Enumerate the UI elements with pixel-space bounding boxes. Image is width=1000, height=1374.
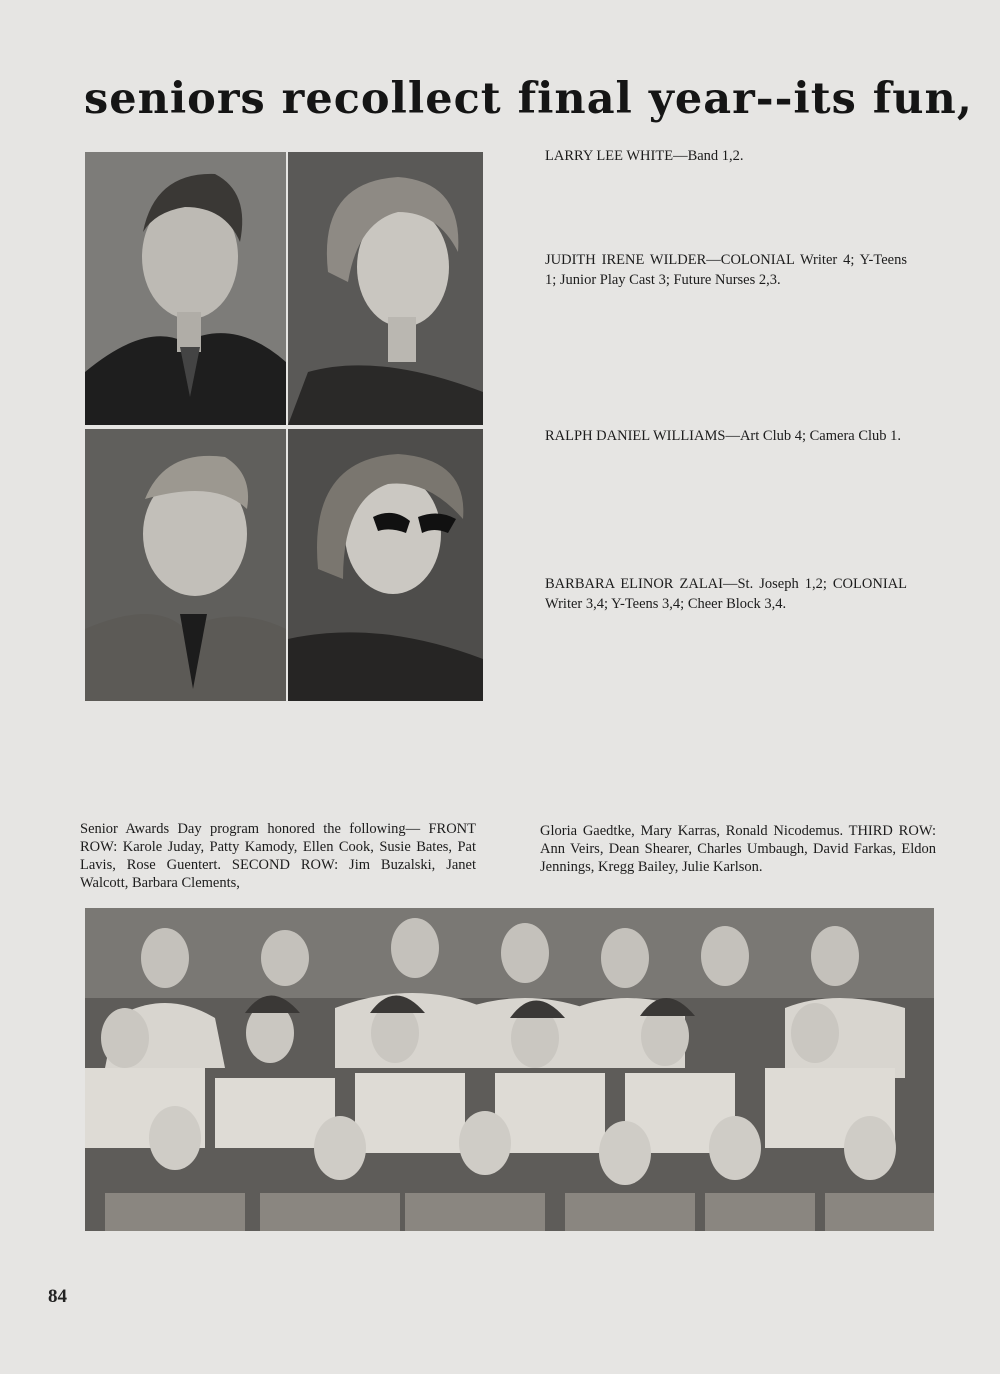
senior-name: RALPH DANIEL WILLIAMS	[545, 428, 726, 444]
senior-activities: Band 1,2.	[687, 148, 744, 164]
senior-entry-3: RALPH DANIEL WILLIAMS—Art Club 4; Camera Club 1.	[545, 428, 902, 444]
senior-activities: Art Club 4; Camera Club 1.	[739, 428, 902, 444]
senior-activities: St. Joseph 1,2; COLONIAL Writer 3,4; Y-Teens 3,4; Cheer Block 3,4.	[545, 576, 907, 612]
page-headline: seniors recollect final year--its fun,	[84, 74, 973, 124]
senior-name: JUDITH IRENE WILDER	[545, 252, 707, 268]
senior-name: LARRY LEE WHITE	[545, 148, 674, 164]
senior-activities: COLONIAL Writer 4; Y-Teens 1; Junior Play Cast 3; Future Nurses 2,3.	[545, 252, 907, 288]
portrait-photo-barbara-zalai	[288, 429, 483, 701]
page-number: 84	[48, 1286, 67, 1307]
group-photo-senior-awards	[85, 908, 934, 1231]
portrait-photo-larry-white	[85, 152, 286, 425]
portrait-photo-judith-wilder	[288, 152, 483, 425]
group-caption-left: Senior Awards Day program honored the following— FRONT ROW: Karole Juday, Patty Kamody, Ellen Cook, Susie Bates, Pat Lavis, Rose Guentert. SECOND ROW: Jim Buzalski, Janet Walcott, Barbara Clements,	[80, 821, 476, 891]
senior-entry-2: JUDITH IRENE WILDER—COLONIAL Writer 4; Y-Teens 1; Junior Play Cast 3; Future Nurses 2,3.	[545, 252, 907, 288]
senior-entry-1: LARRY LEE WHITE—Band 1,2.	[545, 148, 744, 164]
group-caption-right: Gloria Gaedtke, Mary Karras, Ronald Nicodemus. THIRD ROW: Ann Veirs, Dean Shearer, Charles Umbaugh, David Farkas, Eldon Jennings, Kregg Bailey, Julie Karlson.	[540, 823, 936, 875]
portrait-photo-ralph-williams	[85, 429, 286, 701]
senior-entry-4: BARBARA ELINOR ZALAI—St. Joseph 1,2; COLONIAL Writer 3,4; Y-Teens 3,4; Cheer Block 3,4.	[545, 576, 907, 612]
senior-name: BARBARA ELINOR ZALAI	[545, 576, 723, 592]
